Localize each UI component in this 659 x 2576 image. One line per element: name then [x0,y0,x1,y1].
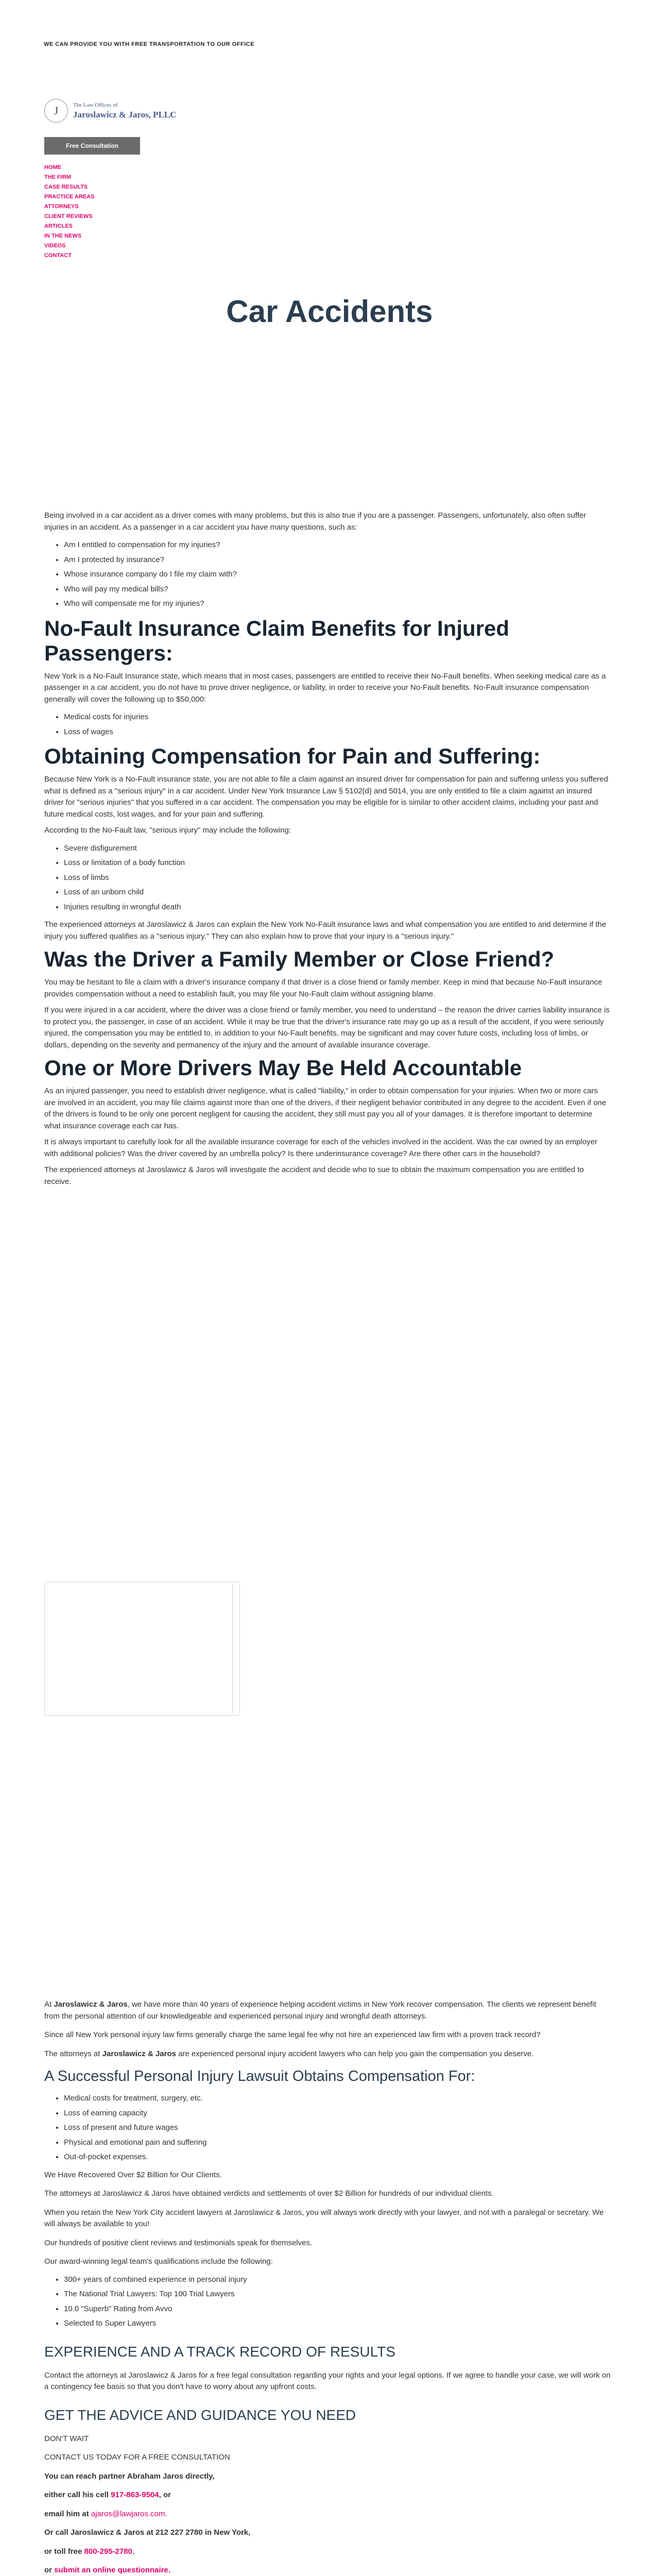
benefit-list [64,711,611,738]
main-nav [44,163,94,261]
tollfree-line: or toll free 800-295-2780, [44,2547,135,2556]
section-paragraph: As an injured passenger, you need to establish driver negligence, what is called "liability," in order to obtain compensation for your injuries. When two or more cars are involved in an accident, you may file claims against more than one of the drivers, if their negligent behavior contributed in any degree to the accident. Even if one of the drivers is found to be only one percent negligent for causing the accident, they still must pay you all of your damages. It is therefore important to determine what insurance coverage each car has. [44,1087,606,1130]
list-item: • Injuries resulting in wrongful death [64,902,611,913]
logo-line1[interactable]: The Law Offices of [73,102,118,108]
section-heading-pain-suffering: Obtaining Compensation for Pain and Suffering: [44,744,541,768]
nav-articles[interactable]: ARTICLES [44,223,73,229]
call-line: either call his cell 917-863-9504, or [44,2490,171,2499]
list-item: • Medical costs for injuries [64,711,611,723]
nav-the-firm[interactable]: THE FIRM [44,174,71,180]
advice-heading: GET THE ADVICE AND GUIDANCE YOU NEED [44,2406,356,2423]
nav-client-reviews[interactable]: CLIENT REVIEWS [44,213,93,219]
question-list [64,539,611,610]
list-item: • Loss of an unborn child [64,887,611,899]
firm-paragraph: Since all New York personal injury law firms generally charge the same legal fee why not hire an experienced law firm with a proven track record? [44,2030,541,2039]
list-item: • 300+ years of combined experience in personal injury [64,2274,611,2286]
section-paragraph: The experienced attorneys at Jaroslawicz & Jaros will investigate the accident and decide who to sue to obtain the maximum compensation you are entitled to receive. [44,1165,584,1186]
email-link[interactable]: ajaros@lawjaros.com [91,2509,165,2518]
cell-phone-link[interactable]: 917-863-9504 [111,2490,159,2499]
reach-partner: You can reach partner Abraham Jaros directly, [44,2471,215,2481]
section-paragraph: According to the No-Fault law, "serious injury" may include the following: [44,826,291,835]
nav-videos[interactable]: VIDEOS [44,243,66,249]
list-item: • Loss of earning capacity [64,2108,611,2120]
list-item: • Loss or limitation of a body function [64,857,611,869]
firm-paragraph: We Have Recovered Over $2 Billion for Our Clients. [44,2170,222,2179]
section-paragraph: Because New York is a No-Fault insurance state, you are not able to file a claim against an insured driver for compensation for pain and suffering unless you suffered what is defined as a "serious injury" in a car accident. Under New York Insurance Law § 5102(d) and 5014, you are only entitled to file a claim against an insured driver for "serious injuries" that you suffered in a car accident. The compensation you may be eligible for is similar to other accident claims, including your past and future medical costs, lost wages, and for your pain and suffering. [44,775,609,819]
page-title: Car Accidents [226,294,433,329]
questionnaire-link[interactable]: submit an online questionnaire. [54,2566,171,2574]
firm-intro: At Jaroslawicz & Jaros, we have more than 40 years of experience helping accident victims in New York recover compensation. The clients we represent benefit from the personal attention of our knowledgeable and experienced personal injury and wrongful death attorneys. [44,2000,596,2021]
list-item: • 10.0 "Superb" Rating from Avvo [64,2303,611,2315]
experience-heading: EXPERIENCE AND A TRACK RECORD OF RESULTS [44,2343,396,2360]
nav-practice-areas[interactable]: PRACTICE AREAS [44,194,95,200]
firm-paragraph: The attorneys at Jaroslawicz & Jaros have obtained verdicts and settlements of over $2 Billion for hundreds of our individual clients. [44,2189,494,2198]
dont-wait: DON'T WAIT [44,2434,89,2443]
list-item: • Who will pay my medical bills? [64,584,611,596]
list-item: • Physical and emotional pain and suffering [64,2137,611,2149]
nav-in-the-news[interactable]: IN THE NEWS [44,233,82,239]
embedded-frame[interactable] [44,1582,240,1716]
section-paragraph: If you were injured in a car accident, where the driver was a close friend or family member, you need to understand – the reason the driver carries liability insurance is to protect you, the passenger, in case of an accident. While it may be true that the driver's insurance rate may go up as a result of the accident, if you were seriously injured, the compensation you may be entitled to, in addition to your No-Fault benefits, may be significant and may cover future costs, including loss of limbs, or dollars, depending on the severity and permanency of the injury and the amount of available insurance coverage. [44,1006,610,1049]
section-paragraph: New York is a No-Fault Insurance state, which means that in most cases, passengers are entitled to receive their No-Fault benefits. When seeking medical care as a passenger in a car accident, you do not have to prove driver negligence, or liability, in order to receive your No-Fault benefits. No-Fault insurance compensation generally will cover the following up to $50,000: [44,671,606,704]
list-item: • Out-of-pocket expenses. [64,2151,611,2163]
serious-injury-list [64,843,611,913]
list-item: • Loss of present and future wages [64,2122,611,2134]
list-item: • Who will compensate me for my injuries? [64,598,611,610]
top-bar [0,0,659,98]
email-line: email him at ajaros@lawjaros.com. [44,2509,167,2518]
transport-banner: WE CAN PROVIDE YOU WITH FREE TRANSPORTATION TO OUR OFFICE [44,41,255,47]
section-paragraph: The experienced attorneys at Jaroslawicz & Jaros can explain the New York No-Fault insurance laws and what compensation you are entitled to and determine if the injury you suffered qualifies as a "serious injury." They can also explain how to prove that your injury is a "serious injury." [44,920,606,941]
submit-line: or submit an online questionnaire. [44,2566,171,2574]
firm-paragraph: Our award-winning legal team's qualifications include the following: [44,2257,273,2266]
section-paragraph: It is always important to carefully look for all the available insurance coverage for each of the vehicles involved in the accident. Was the car owned by an employer with additional policies? Was the driver covered by an umbrella policy? Is there underinsurance coverage? Are there other cars in the household? [44,1138,598,1158]
section-heading-no-fault: No-Fault Insurance Claim Benefits for Injured Passengers: [44,616,510,665]
section-heading-family-member: Was the Driver a Family Member or Close Friend? [44,947,554,971]
list-item: • Selected to Super Lawyers [64,2318,611,2330]
firm-paragraph: The attorneys at Jaroslawicz & Jaros are experienced personal injury accident lawyers who can help you gain the compensation you deserve. [44,2049,534,2058]
list-item: • Whose insurance company do I file my claim with? [64,569,611,581]
contact-today: CONTACT US TODAY FOR A FREE CONSULTATION [44,2453,230,2462]
firm-info [44,1999,611,2576]
logo-monogram[interactable]: J [44,99,68,123]
section-heading-accountable: One or More Drivers May Be Held Accountable [44,1056,522,1080]
section-paragraph: You may be hesitant to file a claim with a driver's insurance company if that driver is a close friend or family member. Keep in mind that because No-Fault insurance provides compensation without a need to establish fault, you may file your No-Fault claim without assigning blame. [44,978,602,998]
list-item: • Am I protected by insurance? [64,554,611,566]
scrollbar[interactable] [232,1584,237,1713]
tollfree-link[interactable]: 800-295-2780 [84,2547,132,2556]
firm-paragraph: When you retain the New York City accident lawyers at Jaroslawicz & Jaros, you will always work directly with your lawyer, and not with a paralegal or secretary. We will always be available to you! [44,2208,604,2228]
list-item: • Am I entitled to compensation for my injuries? [64,539,611,551]
firm-paragraph: Contact the attorneys at Jaroslawicz & Jaros for a free legal consultation regarding your rights and your legal options. If we agree to handle your case, we will work on a contingency fee basis so that you don't have to worry about any upfront costs. [44,2370,611,2391]
intro-paragraph: Being involved in a car accident as a driver comes with many problems, but this is also true if you are a passenger. Passengers, unfortunately, also often suffer injuries in an accident. As a passenger in a car accident you have many questions, such as: [44,511,586,532]
list-item: • Medical costs for treatment, surgery, etc. [64,2093,611,2105]
compensation-list [64,2093,611,2163]
nav-home[interactable]: HOME [44,164,61,171]
firm-paragraph: Our hundreds of positive client reviews and testimonials speak for themselves. [44,2238,313,2247]
free-consultation-button[interactable]: Free Consultation [44,137,140,155]
nav-attorneys[interactable]: ATTORNEYS [44,204,79,210]
list-item: • Severe disfigurement [64,843,611,855]
article-body [44,510,611,1192]
qualification-list [64,2274,611,2330]
list-item: • Loss of wages [64,726,611,738]
office-line: Or call Jaroslawicz & Jaros at 212 227 2780 in New York, [44,2528,251,2537]
nav-case-results[interactable]: CASE RESULTS [44,184,88,190]
list-item: • Loss of limbs [64,872,611,884]
compensation-heading: A Successful Personal Injury Lawsuit Obtains Compensation For: [44,2068,475,2084]
logo-line2[interactable]: Jaroslawicz & Jaros, PLLC [73,110,177,120]
nav-contact[interactable]: CONTACT [44,252,72,259]
list-item: • The National Trial Lawyers: Top 100 Trial Lawyers [64,2289,611,2300]
